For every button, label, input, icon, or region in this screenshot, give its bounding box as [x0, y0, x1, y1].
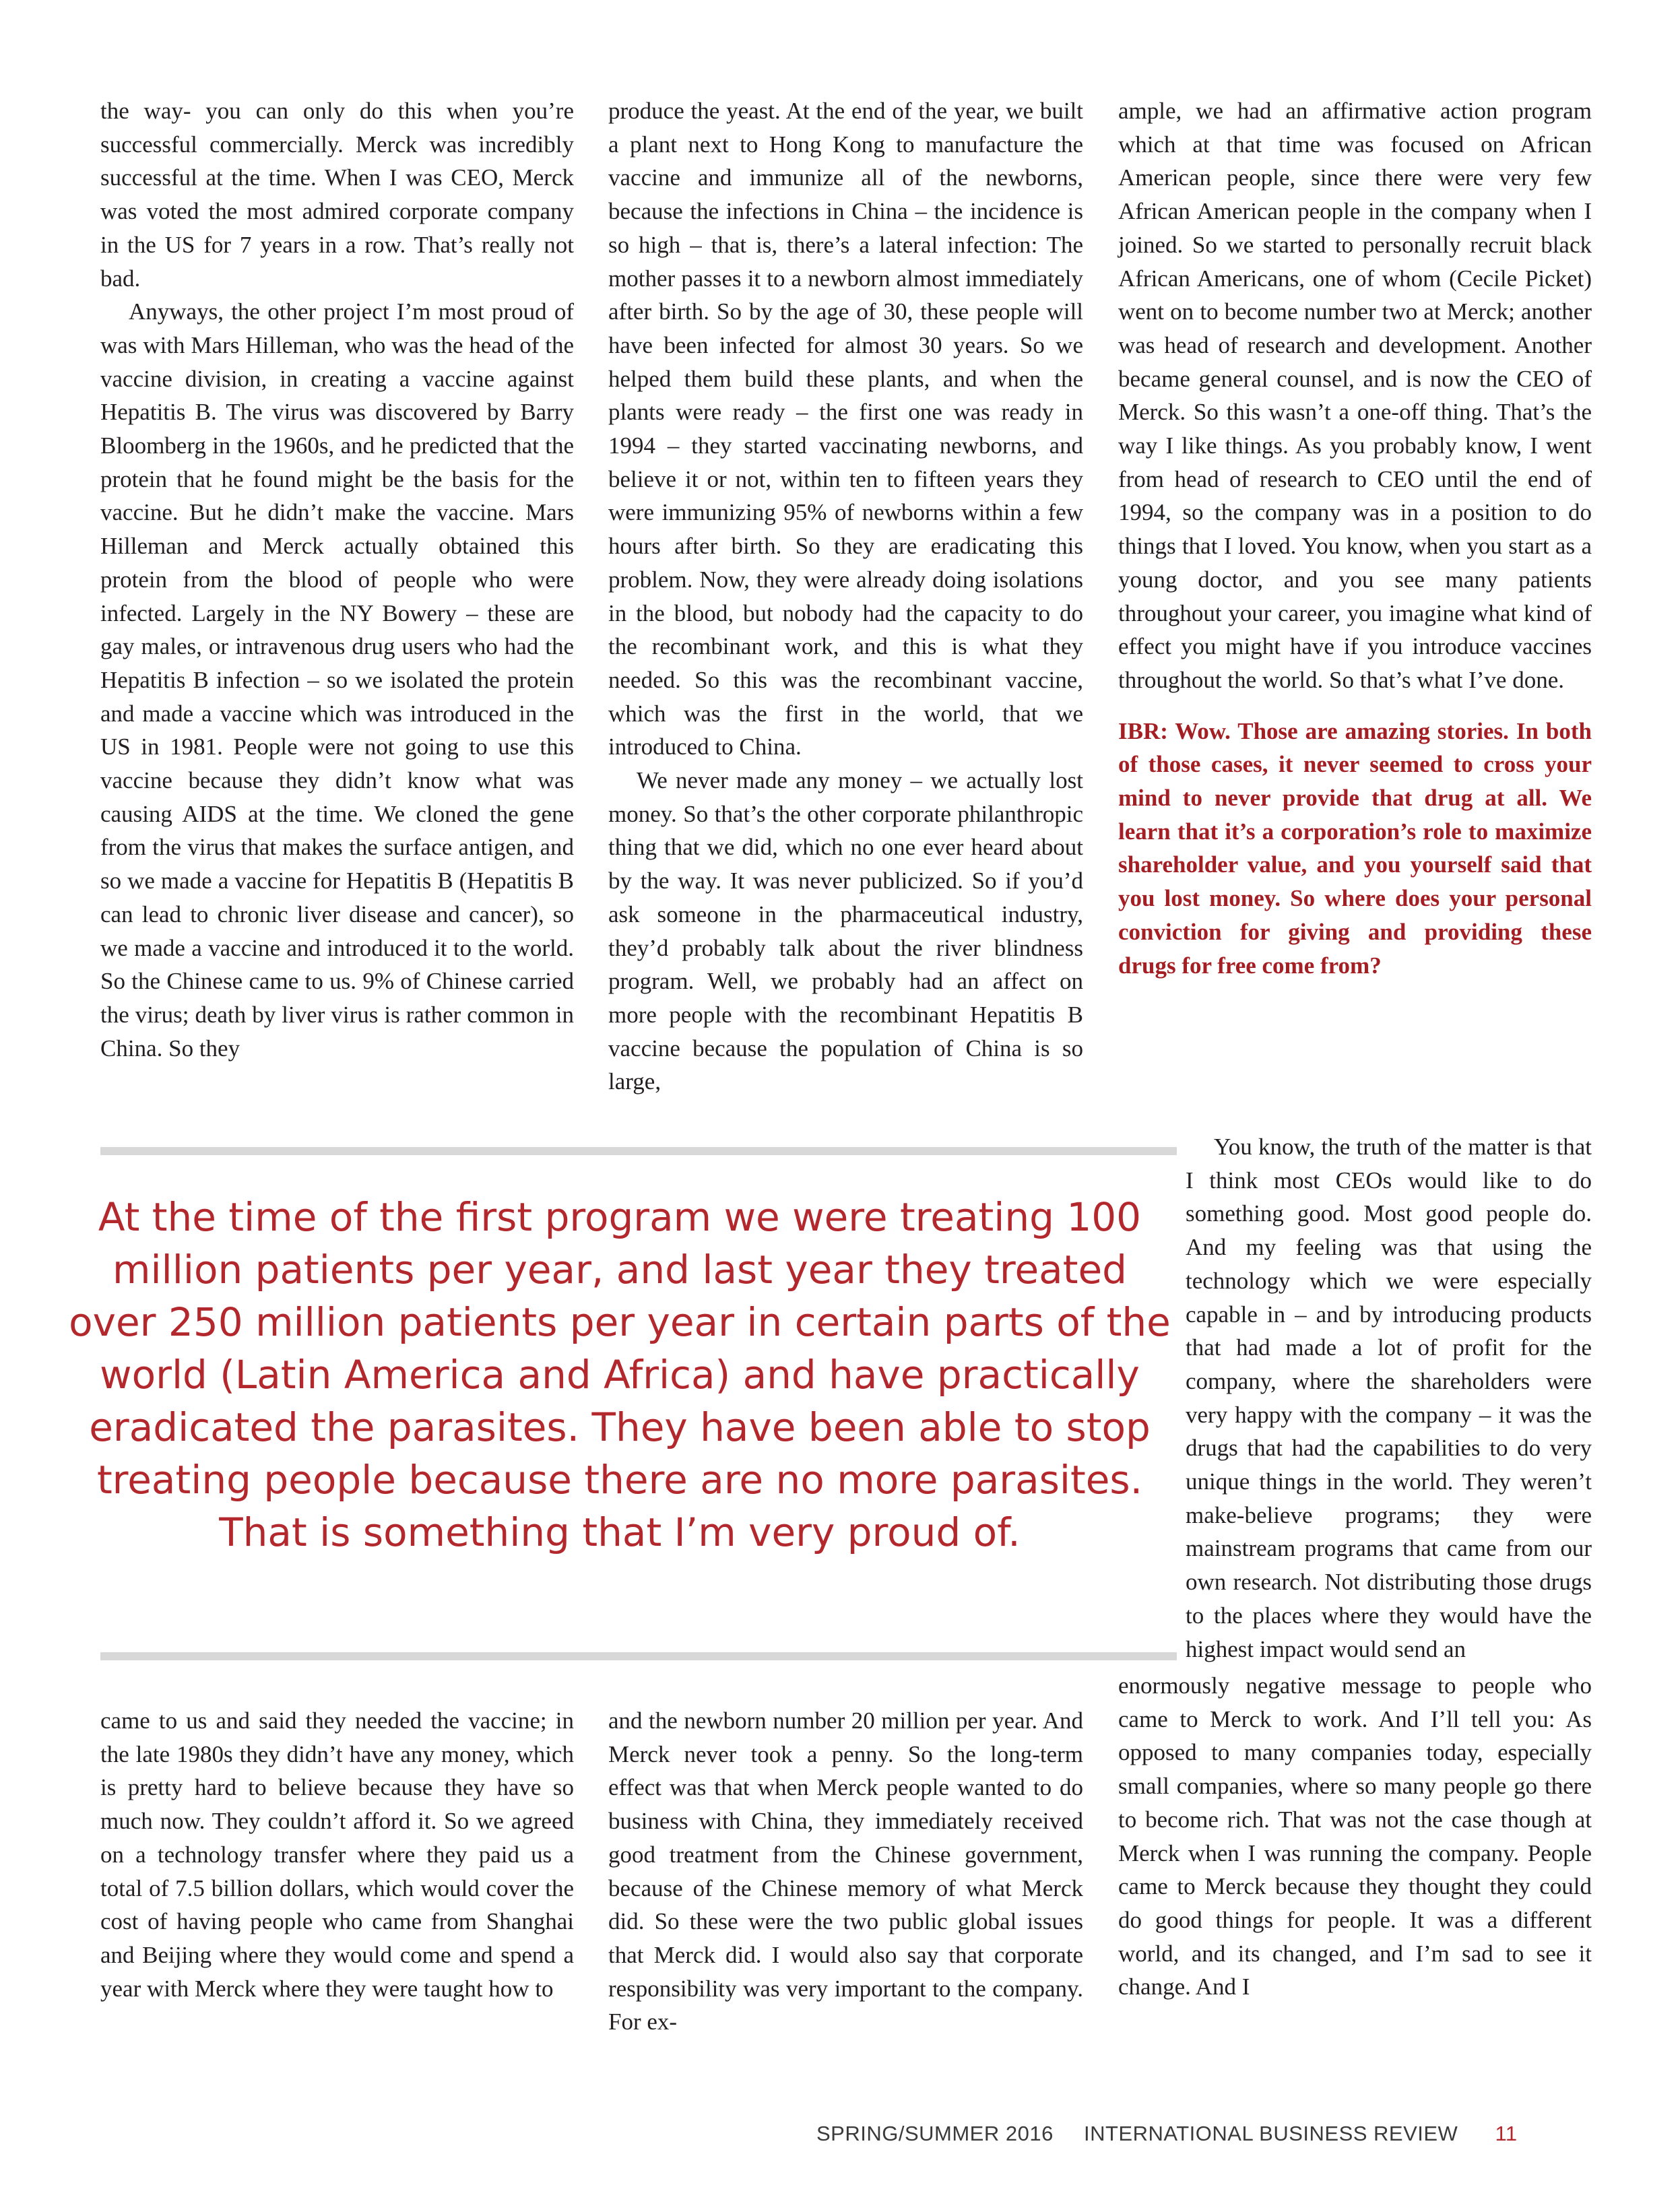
article-column-1 — [100, 94, 574, 1065]
footer-issue: SPRING/SUMMER 2016 — [816, 2122, 1054, 2145]
article-column-3-lower — [1118, 1669, 1592, 2004]
interview-question: IBR: Wow. Those are amazing stories. In both of those cases, it never seemed to cross your mind to never provide that drug at all. We learn that it’s a corporation’s role to maximize shareholder value, and you yourself said that you lost money. So where does your personal conviction for giving and providing these drugs for free come from? — [1118, 717, 1592, 979]
article-column-3-wrap — [1186, 1130, 1592, 1666]
paragraph: You know, the truth of the matter is that I think most CEOs would like to do something good. Most good people do. And my feeling was that using the technology which we were especially capable in – and by introducing products that had made a lot of profit for the company, where the shareholders were very happy with the company – it was the drugs that had the capabilities to do very unique things in the world. They weren’t make-believe programs; they were mainstream programs that came from our own research. Not distributing those drugs to the places where they would have the highest impact would send an — [1186, 1134, 1592, 1662]
article-column-1-lower — [100, 1704, 574, 2005]
paragraph: enormously negative message to people who came to Merck to work. And I’ll tell you: As opposed to many companies today, especially small companies, where so many people go there to become rich. That was not the case though at Merck when I was running the company. People came to Merck because they thought they could do good things for people. It was a different world, and its changed, and I’m sad to see it change. And I — [1118, 1672, 1592, 2000]
paragraph: We never made any money – we actually lost money. So that’s the other corporate philanthropic thing that we did, which no one ever heard about by the way. It was never publicized. So if you’d ask someone in the pharmaceutical industry, they’d probably talk about the river blindness program. Well, we probably had an affect on more people with the recombinant Hepatitis B vaccine because the population of China is so large, — [608, 767, 1083, 1095]
page-number: 11 — [1495, 2122, 1518, 2145]
page-footer — [816, 2122, 1571, 2146]
pullquote-top-rule — [100, 1147, 1177, 1155]
paragraph: and the newborn number 20 million per year. And Merck never took a penny. So the long-term effect was that when Merck people wanted to do business with China, they immediately received good treatment from the Chinese government, because of the Chinese memory of what Merck did. So these were the two public global issues that Merck did. I would also say that corporate responsibility was very important to the company. For ex- — [608, 1707, 1083, 2035]
pull-quote: At the time of the first program we were treating 100 million patients per year, and last year they treated over 250 million patients per year in certain parts of the world (Latin America and Africa) and have practically eradicated the parasites. They have been able to stop treating people because there are no more parasites. That is something that I’m very proud of. — [69, 1194, 1171, 1555]
footer-publication: INTERNATIONAL BUSINESS REVIEW — [1083, 2122, 1458, 2145]
article-column-2-lower — [608, 1704, 1083, 2039]
paragraph: produce the yeast. At the end of the year, we built a plant next to Hong Kong to manufacture the vaccine and immunize all of the newborns, because the infections in China – the incidence is so high – that is, there’s a lateral infection: The mother passes it to a newborn almost immediately after birth. So by the age of 30, these people will have been infected for almost 30 years. So we helped them build these plants, and when the plants were ready – the first one was ready in 1994 – they started vaccinating newborns, and believe it or not, within ten to fifteen years they were immunizing 95% of newborns within a few hours after birth. So they are eradicating this problem. Now, they were already doing isolations in the blood, but nobody had the capacity to do the recombinant work, and this is what they needed. So this was the recombinant vaccine, which was the first in the world, that we introduced to China. — [608, 98, 1083, 760]
paragraph: came to us and said they needed the vaccine; in the late 1980s they didn’t have any money, which is pretty hard to believe because they have so much now. They couldn’t afford it. So we agreed on a technology transfer where they paid us a total of 7.5 billion dollars, which would cover the cost of having people who came from Shanghai and Beijing where they would come and spend a year with Merck where they were taught how to — [100, 1707, 574, 2002]
article-column-3 — [1118, 94, 1592, 982]
pullquote-bottom-rule — [100, 1652, 1177, 1660]
paragraph: Anyways, the other project I’m most proud of was with Mars Hilleman, who was the head of the vaccine division, in creating a vaccine against Hepatitis B. The virus was discovered by Barry Bloomberg in the 1960s, and he predicted that the protein that he found might be the basis for the vaccine. But he didn’t make the vaccine. Mars Hilleman and Merck actually obtained this protein from the blood of people who were infected. Largely in the NY Bowery – these are gay males, or intravenous drug users who had the Hepatitis B infection – so we isolated the protein and made a vaccine which was introduced in the US in 1981. People were not going to use this vaccine because they didn’t know what was causing AIDS at the time. We cloned the gene from the virus that makes the surface antigen, and so we made a vaccine for Hepatitis B (Hepatitis B can lead to chronic liver disease and cancer), so we made a vaccine and introduced it to the world. So the Chinese came to us. 9% of Chinese carried the virus; death by liver virus is rather common in China. So they — [100, 298, 574, 1062]
paragraph: ample, we had an affirmative action program which at that time was focused on African American people, since there were very few African American people in the company when I joined. So we started to personally recruit black African Americans, one of whom (Cecile Picket) went on to become number two at Merck; another was head of research and development. Another became general counsel, and is now the CEO of Merck. So this wasn’t a one-off thing. That’s the way I like things. As you probably know, I went from head of research to CEO until the end of 1994, so the company was in a position to do things that I loved. You know, when you start as a young doctor, and you see many patients throughout your career, you imagine what kind of effect you might have if you introduce vaccines throughout the world. So that’s what I’ve done. — [1118, 98, 1592, 693]
article-column-2 — [608, 94, 1083, 1099]
paragraph: the way- you can only do this when you’re successful commercially. Merck was incredibly successful at the time. When I was CEO, Merck was voted the most admired corporate company in the US for 7 years in a row. That’s really not bad. — [100, 98, 574, 292]
